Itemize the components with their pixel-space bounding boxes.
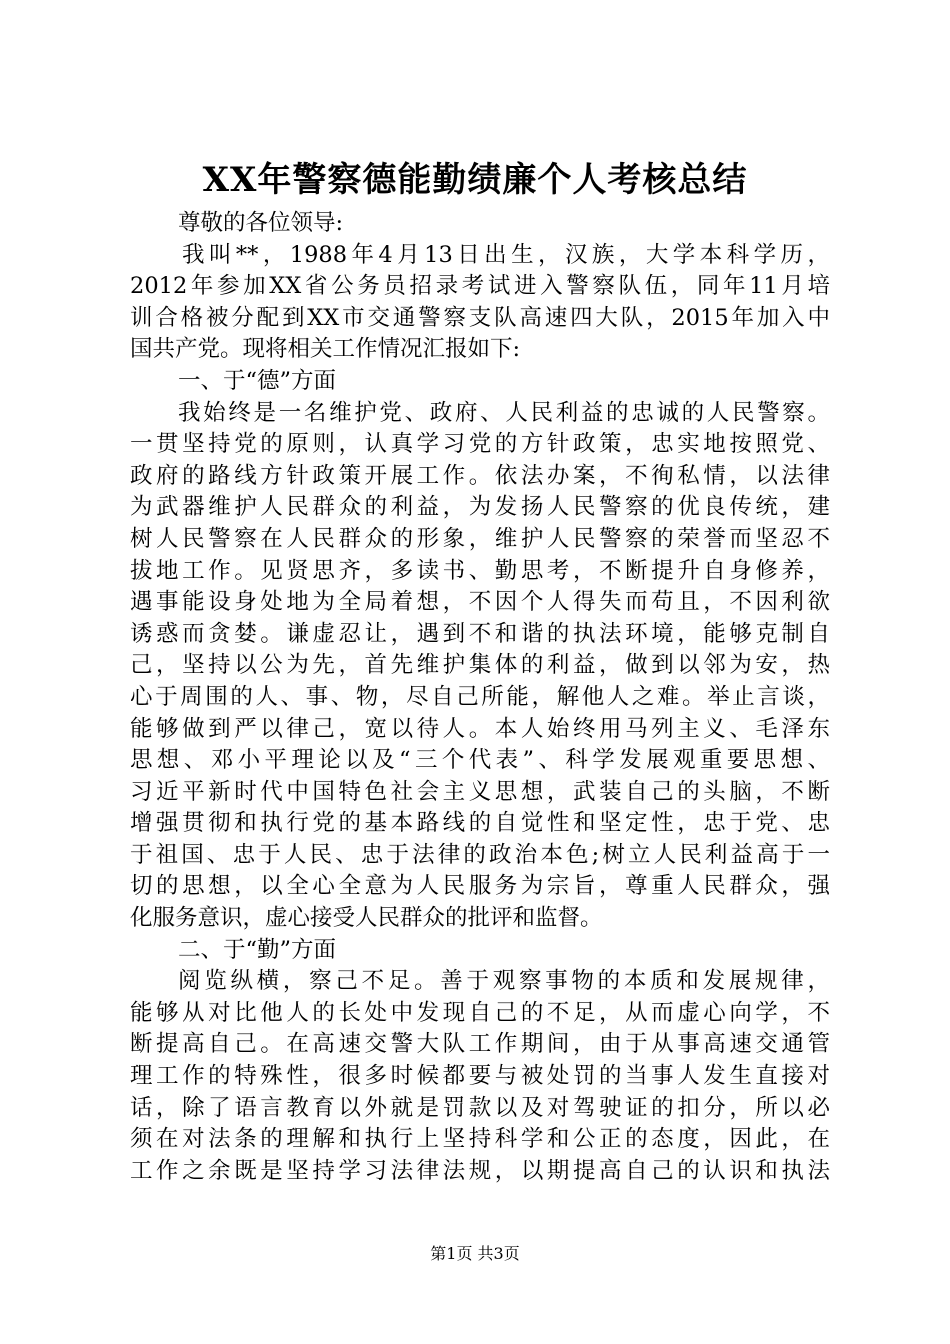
paragraph-line: 工作之余既是坚持学习法律法规，以期提高自己的认识和执法 [130, 1157, 830, 1184]
paragraph-line: 理工作的特殊性，很多时候都要与被处罚的当事人发生直接对 [130, 1063, 830, 1090]
paragraph-line: 断提高自己。在高速交警大队工作期间，由于从事高速交通管 [130, 1031, 830, 1058]
intro-paragraph [130, 240, 830, 366]
paragraph-line: 遇事能设身处地为全局着想，不因个人得失而苟且，不因利欲 [130, 589, 830, 616]
paragraph-line: 于祖国、忠于人民、忠于法律的政治本色;树立人民利益高于一 [130, 841, 830, 868]
paragraph-line: 增强贯彻和执行党的基本路线的自觉性和坚定性，忠于党、忠 [130, 810, 830, 837]
paragraph-line: 能够做到严以律己，宽以待人。本人始终用马列主义、毛泽东 [130, 715, 830, 742]
section-heading-qin: 二、于“勤”方面 [178, 936, 337, 963]
section-qin-paragraph [130, 966, 830, 1187]
paragraph-line: 一贯坚持党的原则，认真学习党的方针政策，忠实地按照党、 [130, 431, 830, 458]
paragraph-line: 话，除了语言教育以外就是罚款以及对驾驶证的扣分，所以必 [130, 1094, 830, 1121]
intro-line: 2012年参加XX省公务员招录考试进入警察队伍，同年11月培 [130, 273, 830, 300]
paragraph-line: 化服务意识，虚心接受人民群众的批评和监督。 [130, 905, 603, 932]
intro-line: 训合格被分配到XX市交通警察支队高速四大队，2015年加入中 [130, 304, 830, 331]
section-de-paragraph [130, 398, 830, 935]
intro-line: 我叫**，1988年4月13日出生，汉族，大学本科学历， [182, 241, 830, 268]
paragraph-line: 须在对法条的理解和执行上坚持科学和公正的态度，因此，在 [130, 1126, 830, 1153]
paragraph-line: 己，坚持以公为先，首先维护集体的利益，做到以邻为安，热 [130, 652, 830, 679]
paragraph-line: 能够从对比他人的长处中发现自己的不足，从而虚心向学，不 [130, 999, 830, 1026]
document-title: XX年警察德能勤绩廉个人考核总结 [202, 160, 748, 200]
section-heading-de: 一、于“德”方面 [178, 367, 337, 394]
paragraph-line: 我始终是一名维护党、政府、人民利益的忠诚的人民警察。 [178, 399, 830, 426]
paragraph-line: 习近平新时代中国特色社会主义思想，武装自己的头脑，不断 [130, 778, 830, 805]
paragraph-line: 诱惑而贪婪。谦虚忍让，遇到不和谐的执法环境，能够克制自 [130, 620, 830, 647]
document-body [130, 208, 830, 1187]
paragraph-line: 拔地工作。见贤思齐，多读书、勤思考，不断提升自身修养， [130, 557, 830, 584]
intro-line: 国共产党。现将相关工作情况汇报如下: [130, 336, 521, 363]
paragraph-line: 政府的路线方针政策开展工作。依法办案，不徇私情，以法律 [130, 462, 830, 489]
paragraph-line: 思想、邓小平理论以及“三个代表”、科学发展观重要思想、 [130, 747, 830, 774]
paragraph-line: 切的思想，以全心全意为人民服务为宗旨，尊重人民群众，强 [130, 873, 830, 900]
page-footer: 第1页 共3页 [430, 1244, 520, 1263]
paragraph-line: 树人民警察在人民群众的形象，维护人民警察的荣誉而坚忍不 [130, 525, 830, 552]
paragraph-line: 心于周围的人、事、物，尽自己所能，解他人之难。举止言谈， [130, 683, 830, 710]
paragraph-line: 阅览纵横，察己不足。善于观察事物的本质和发展规律， [178, 968, 830, 995]
salutation: 尊敬的各位领导: [178, 210, 344, 236]
paragraph-line: 为武器维护人民群众的利益，为发扬人民警察的优良传统，建 [130, 494, 830, 521]
